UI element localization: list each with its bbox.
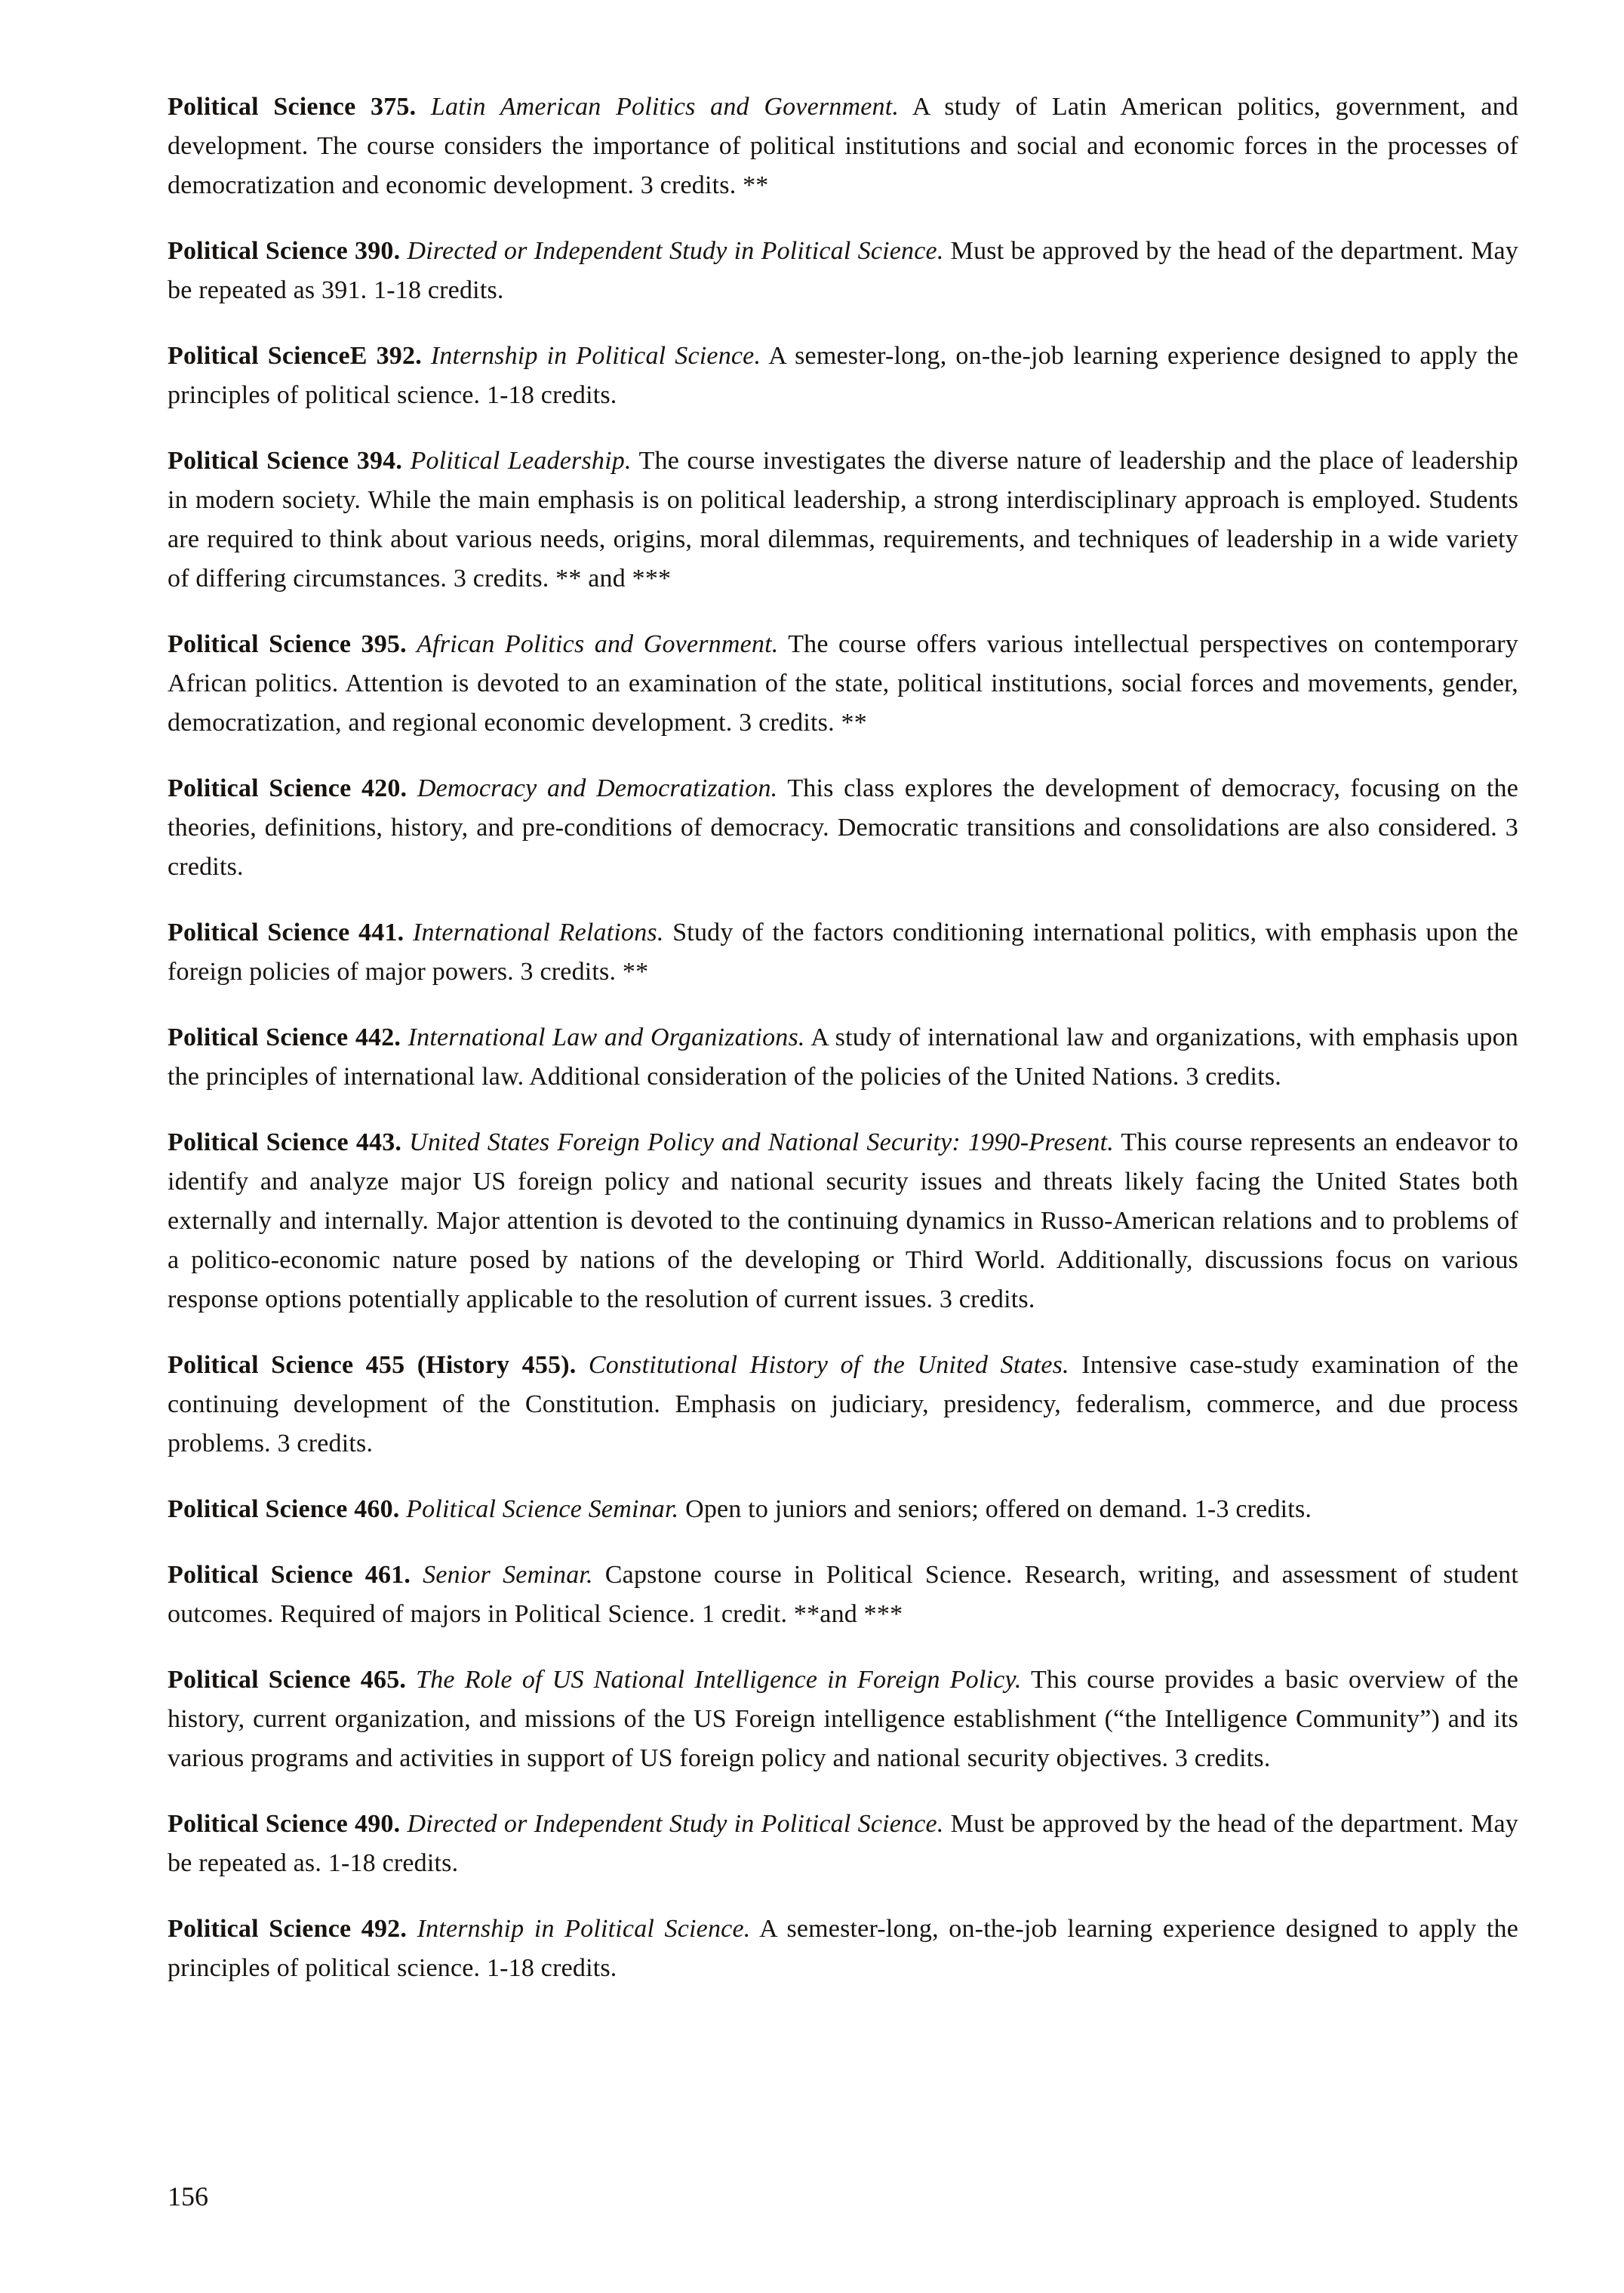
course-code: Political Science 461. bbox=[168, 1561, 411, 1589]
course-paragraph bbox=[168, 625, 1518, 743]
course-title: International Relations. bbox=[412, 919, 664, 946]
course-code: Political Science 390. bbox=[168, 237, 401, 265]
course-code: Political ScienceE 392. bbox=[168, 342, 422, 370]
course-description: A study of Latin American politics, government, and development. The course considers the importance of political institutions and social and economic forces in the processes of democratization and economic development. 3 credits. ** bbox=[168, 93, 1519, 199]
course-paragraph bbox=[168, 1661, 1518, 1778]
course-title: Political Science Seminar. bbox=[406, 1495, 679, 1523]
course-paragraph bbox=[168, 769, 1518, 887]
course-code: Political Science 394. bbox=[168, 447, 403, 475]
course-paragraph bbox=[168, 1556, 1518, 1634]
course-code: Political Science 465. bbox=[168, 1666, 407, 1694]
course-title: Senior Seminar. bbox=[423, 1561, 593, 1589]
course-title: Political Leadership. bbox=[410, 447, 632, 475]
course-description: A study of international law and organizations, with emphasis upon the principles of international law. Additional consideration of the policies of the United Nations. 3 credits. bbox=[168, 1023, 1518, 1091]
course-description: The course offers various intellectual perspectives on contemporary African politics. Attention is devoted to an examination of the state, political institutions, social forces and movements, gender, democratization, and regional economic development. 3 credits. ** bbox=[168, 630, 1518, 737]
course-code: Political Science 420. bbox=[168, 774, 408, 802]
course-description: This course represents an endeavor to identify and analyze major US foreign policy and national security issues and threats likely facing the United States both externally and internally. Major attention is devoted to the continuing dynamics in Russo-American relations and to problems of a politico-economic nature posed by nations of the developing or Third World. Additionally, discussions focus on various response options potentially applicable to the resolution of current issues. 3 credits. bbox=[168, 1128, 1519, 1313]
course-title: Directed or Independent Study in Political Science. bbox=[407, 1810, 944, 1838]
course-code: Political Science 395. bbox=[168, 630, 407, 658]
course-paragraph bbox=[168, 1018, 1518, 1097]
course-description: This course provides a basic overview of the history, current organization, and missions of the US Foreign intelligence establishment (“the Intelligence Community”) and its various programs and activities in support of US foreign policy and national security objectives. 3 credits. bbox=[168, 1666, 1519, 1772]
course-title: Democracy and Democratization. bbox=[417, 774, 778, 802]
course-code: Political Science 492. bbox=[168, 1915, 408, 1943]
course-paragraph bbox=[168, 1805, 1518, 1883]
course-title: Directed or Independent Study in Political Science. bbox=[407, 237, 944, 265]
course-description: Capstone course in Political Science. Research, writing, and assessment of student outcomes. Required of majors in Political Science. 1 credit. **and *** bbox=[168, 1561, 1519, 1628]
course-code: Political Science 375. bbox=[168, 93, 417, 121]
course-description: A semester-long, on-the-job learning experience designed to apply the principles of political science. 1-18 credits. bbox=[168, 1915, 1519, 1982]
course-paragraph bbox=[168, 913, 1518, 992]
course-description: The course investigates the diverse nature of leadership and the place of leadership in modern society. While the main emphasis is on political leadership, a strong interdisciplinary approach is employed. Students are required to think about various needs, origins, moral dilemmas, requirements, and techniques of leadership in a wide variety of differing circumstances. 3 credits. ** and *** bbox=[168, 447, 1519, 592]
course-code: Political Science 443. bbox=[168, 1128, 402, 1156]
course-paragraph bbox=[168, 88, 1518, 205]
course-description: Open to juniors and seniors; offered on demand. 1-3 credits. bbox=[685, 1495, 1312, 1523]
page-number: 156 bbox=[168, 2181, 208, 2211]
course-paragraph bbox=[168, 337, 1518, 415]
course-title: International Law and Organizations. bbox=[408, 1023, 805, 1051]
course-description: Must be approved by the head of the department. May be repeated as 391. 1-18 credits. bbox=[168, 237, 1518, 304]
course-title: African Politics and Government. bbox=[417, 630, 779, 658]
course-description: This class explores the development of democracy, focusing on the theories, definitions, history, and pre-conditions of democracy. Democratic transitions and consolidations are also considered. 3 credits. bbox=[168, 774, 1518, 881]
course-title: United States Foreign Policy and National Security: 1990-Present. bbox=[409, 1128, 1114, 1156]
course-paragraph bbox=[168, 1490, 1518, 1529]
course-code: Political Science 441. bbox=[168, 919, 404, 946]
course-title: The Role of US National Intelligence in Foreign Policy. bbox=[416, 1666, 1022, 1694]
course-title: Constitutional History of the United States. bbox=[588, 1351, 1069, 1379]
course-code: Political Science 455 (History 455). bbox=[168, 1351, 577, 1379]
course-description: Must be approved by the head of the department. May be repeated as. 1-18 credits. bbox=[168, 1810, 1518, 1877]
course-paragraph bbox=[168, 1123, 1518, 1319]
course-paragraph bbox=[168, 442, 1518, 599]
course-title: Internship in Political Science. bbox=[430, 342, 761, 370]
course-description: A semester-long, on-the-job learning experience designed to apply the principles of political science. 1-18 credits. bbox=[168, 342, 1519, 409]
course-list bbox=[168, 88, 1518, 2014]
course-description: Intensive case-study examination of the continuing development of the Constitution. Emphasis on judiciary, presidency, federalism, commerce, and due process problems. 3 credits. bbox=[168, 1351, 1519, 1457]
course-paragraph bbox=[168, 1910, 1518, 1988]
course-title: Latin American Politics and Government. bbox=[430, 93, 900, 121]
course-code: Political Science 460. bbox=[168, 1495, 400, 1523]
course-paragraph bbox=[168, 232, 1518, 310]
course-description: Study of the factors conditioning international politics, with emphasis upon the foreign policies of major powers. 3 credits. ** bbox=[168, 919, 1518, 986]
course-code: Political Science 442. bbox=[168, 1023, 401, 1051]
course-code: Political Science 490. bbox=[168, 1810, 401, 1838]
course-paragraph bbox=[168, 1346, 1518, 1464]
course-title: Internship in Political Science. bbox=[417, 1915, 751, 1943]
